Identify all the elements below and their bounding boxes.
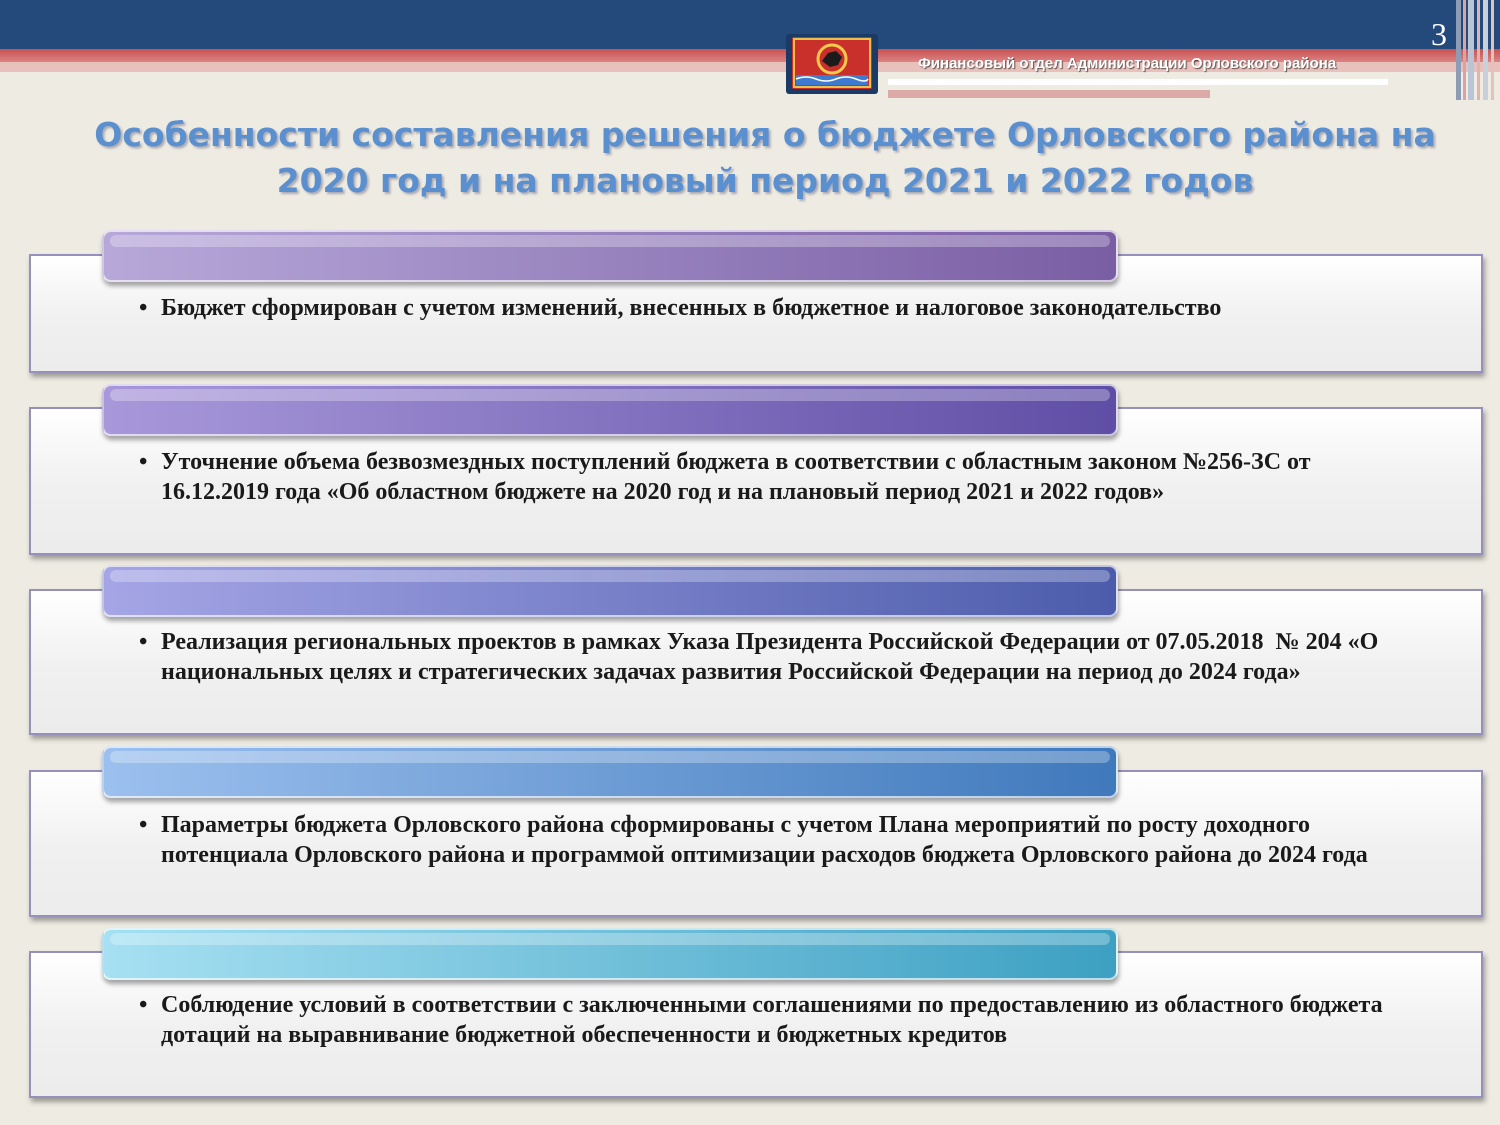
list-item: [139, 447, 1389, 507]
header-white-strip: [888, 79, 1388, 85]
header-band-blue: [0, 0, 1500, 49]
list-item: [139, 990, 1389, 1050]
bullet-icon: •: [139, 449, 148, 475]
bullet-icon: •: [139, 812, 148, 838]
item-header-bar-4: [102, 746, 1118, 798]
bullet-icon: •: [139, 295, 148, 321]
title-line-1: Особенности составления решения о бюджете Орловского района на: [94, 115, 1436, 154]
item-header-bar-5: [102, 928, 1118, 980]
coat-of-arms-icon: [786, 34, 878, 94]
item-text-4: Параметры бюджета Орловского района сформированы с учетом Плана мероприятий по росту доходного потенциала Орловского района и программой оптимизации расходов бюджета Орловского района до 2024 года: [161, 812, 1368, 868]
organization-name: Финансовый отдел Администрации Орловского района: [918, 55, 1337, 72]
item-header-bar-3: [102, 565, 1118, 617]
item-text-2: Уточнение объема безвозмездных поступлений бюджета в соответствии с областным законом №256-ЗС от 16.12.2019 года «Об областном бюджете на 2020 год и на плановый период 2021 и 2022 годов»: [161, 449, 1317, 505]
item-text-1: Бюджет сформирован с учетом изменений, внесенных в бюджетное и налоговое законодательство: [161, 295, 1222, 321]
list-item: [139, 810, 1389, 870]
page-title: [60, 112, 1470, 204]
title-line-2: 2020 год и на плановый период 2021 и 2022 годов: [276, 161, 1254, 200]
list-item: [139, 293, 1389, 323]
item-header-bar-1: [102, 230, 1118, 282]
item-header-bar-2: [102, 384, 1118, 436]
header-pink-strip: [888, 90, 1210, 98]
item-text-5: Соблюдение условий в соответствии с заключенными соглашениями по предоставлению из областного бюджета дотаций на выравнивание бюджетной обеспеченности и бюджетных кредитов: [161, 992, 1389, 1048]
list-item: [139, 627, 1389, 687]
slide-number: 3: [1431, 16, 1447, 52]
bullet-icon: •: [139, 992, 148, 1018]
item-text-3: Реализация региональных проектов в рамках Указа Президента Российской Федерации от 07.05.2018 № 204 «О национальных целях и стратегических задачах развития Российской Федерации на период до 2024 года»: [161, 629, 1385, 685]
bullet-icon: •: [139, 629, 148, 655]
